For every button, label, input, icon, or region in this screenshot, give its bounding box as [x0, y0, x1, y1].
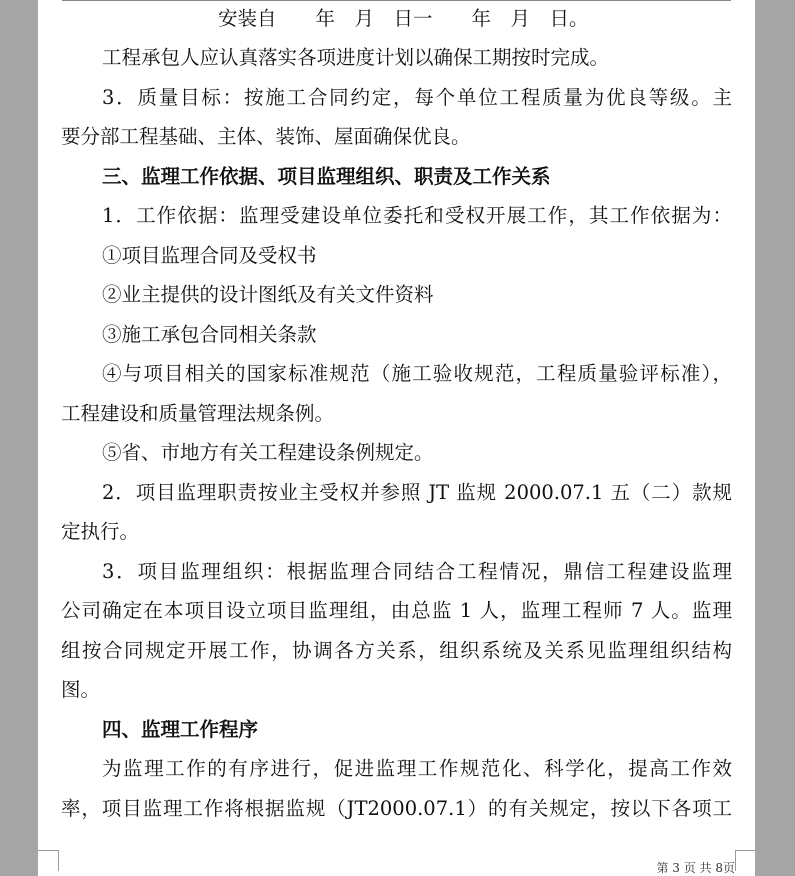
- left-gutter: [0, 0, 38, 876]
- crop-mark-bottom-left: [38, 850, 59, 871]
- paragraph-line: 为监理工作的有序进行，促进监理工作规范化、科学化，提高工作效: [102, 757, 732, 780]
- section-heading: 四、监理工作程序: [102, 718, 259, 741]
- paragraph-line: 2．项目监理职责按业主受权并参照 JT 监规 2000.07.1 五（二）款规: [102, 481, 732, 504]
- paragraph-line: 定执行。: [61, 520, 140, 543]
- document-page: [38, 0, 755, 876]
- paragraph-line: 3．项目监理组织：根据监理合同结合工程情况，鼎信工程建设监理: [102, 560, 732, 583]
- paragraph-line: 公司确定在本项目设立项目监理组，由总监 1 人，监理工程师 7 人。监理: [61, 599, 732, 622]
- list-item: ②业主提供的设计图纸及有关文件资料: [102, 283, 434, 306]
- list-item: ①项目监理合同及受权书: [102, 244, 317, 267]
- paragraph-line: 工程承包人应认真落实各项进度计划以确保工期按时完成。: [102, 46, 610, 69]
- list-item: ④与项目相关的国家标准规范（施工验收规范，工程质量验评标准），: [102, 362, 732, 385]
- paragraph-line: 1．工作依据：监理受建设单位委托和受权开展工作，其工作依据为：: [102, 204, 732, 227]
- paragraph-line: 3．质量目标：按施工合同约定，每个单位工程质量为优良等级。主: [102, 86, 732, 109]
- top-margin-rule: [62, 0, 731, 1]
- paragraph-line: 图。: [61, 678, 101, 701]
- crop-mark-bottom-right: [735, 850, 756, 871]
- list-item: ⑤省、市地方有关工程建设条例规定。: [102, 441, 434, 464]
- page-number-footer: 第 3 页 共 8页: [656, 861, 735, 875]
- paragraph-line: 组按合同规定开展工作，协调各方关系，组织系统及关系见监理组织结构: [61, 639, 732, 662]
- list-item: ③施工承包合同相关条款: [102, 323, 317, 346]
- paragraph-line: 率，项目监理工作将根据监规（JT2000.07.1）的有关规定，按以下各项工: [61, 797, 732, 820]
- paragraph-line: 要分部工程基础、主体、装饰、屋面确保优良。: [61, 125, 471, 148]
- paragraph-line: 工程建设和质量管理法规条例。: [61, 402, 335, 425]
- date-range-line: 安装自 年 月 日一 年 月 日。: [218, 7, 589, 30]
- section-heading: 三、监理工作依据、项目监理组织、职责及工作关系: [102, 165, 551, 188]
- right-gutter: [755, 0, 795, 876]
